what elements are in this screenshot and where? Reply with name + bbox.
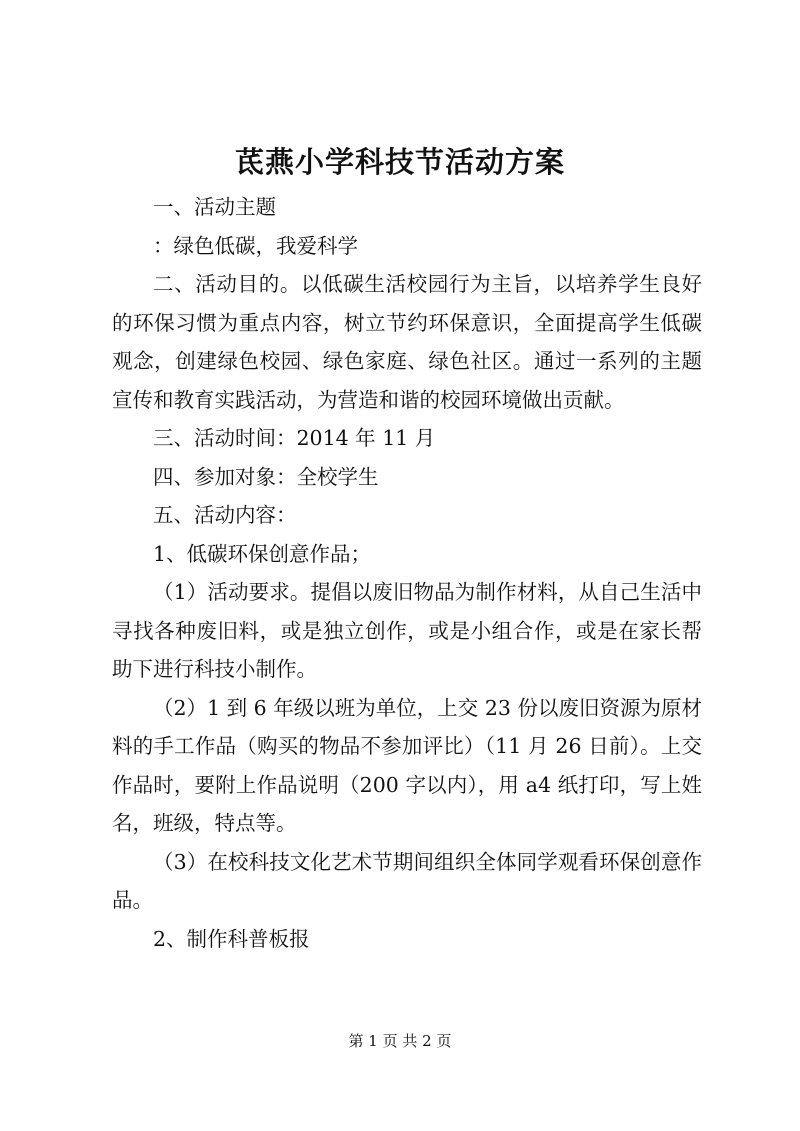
paragraph-item-1-1: （1）活动要求。提倡以废旧物品为制作材料，从自己生活中寻找各种废旧料，或是独立创作，或是小组合作，或是在家长帮助下进行科技小制作。: [112, 580, 702, 681]
paragraph-purpose: 二、活动目的。以低碳生活校园行为主旨，以培养学生良好的环保习惯为重点内容，树立节约环保意识，全面提高学生低碳观念，创建绿色校园、绿色家庭、绿色社区。通过一系列的主题宣传和教育实践活动，为营造和谐的校园环境做出贡献。: [112, 272, 702, 412]
paragraph-theme: ：绿色低碳，我爱科学: [153, 233, 358, 258]
paragraph-theme-heading: 一、活动主题: [153, 195, 276, 219]
paragraph-item-1: 1、低碳环保创意作品；: [153, 541, 372, 566]
paragraph-content-heading: 五、活动内容：: [153, 503, 297, 527]
document-body: [112, 188, 702, 958]
page-title: 茋燕小学科技节活动方案: [234, 145, 565, 179]
paragraph-time: 三、活动时间：2014 年 11 月: [153, 426, 436, 450]
page-footer: 第 1 页 共 2 页: [348, 1032, 452, 1050]
paragraph-item-2: 2、制作科普板报: [153, 926, 310, 951]
paragraph-item-1-3: （3）在校科技文化艺术节期间组织全体同学观看环保创意作品。: [112, 849, 702, 912]
paragraph-participants: 四、参加对象：全校学生: [153, 464, 379, 489]
paragraph-item-1-2: （2）1 到 6 年级以班为单位，上交 23 份以废旧资源为原材料的手工作品（购买的物品不参加评比）（11 月 26 日前）。上交作品时，要附上作品说明（200 字以内），用 a4 纸打印，写上姓名，班级，特点等。: [112, 695, 702, 835]
